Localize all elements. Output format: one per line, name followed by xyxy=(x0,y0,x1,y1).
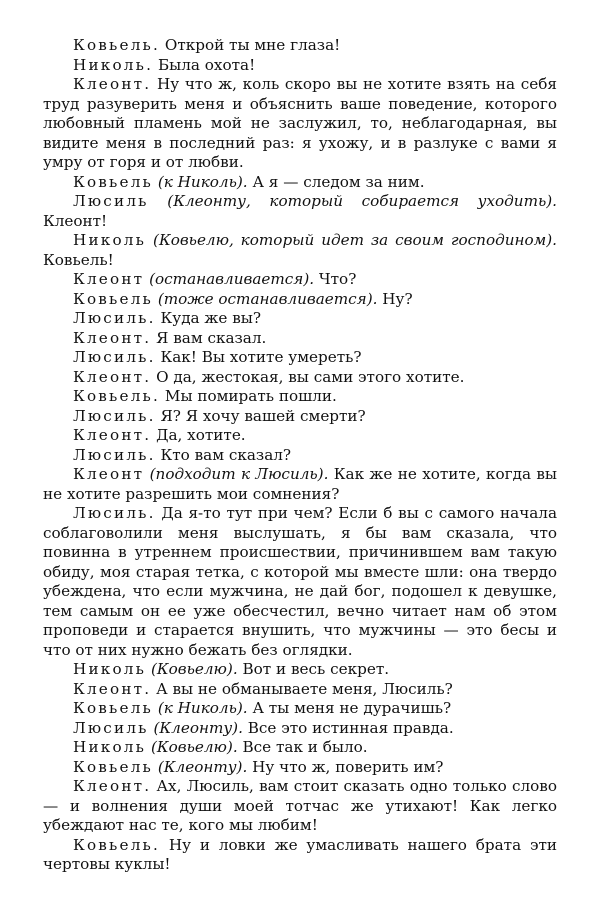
dialogue-line xyxy=(43,309,557,329)
speaker-name: Ковьель xyxy=(73,289,154,308)
line-text: Да я-то тут при чем? Если б вы с самого начала соблаговолили меня выслушать, я бы вам сказала, что повинна в утреннем происшествии, причинившем вам такую обиду, моя старая тетка, с которой мы вместе шли: она твердо убеждена, что если мужчина, не дай бог, подошел к девушке, тем самым он ее уже обесчестил, вечно читает нам об этом проповеди и старается внушить, что мужчины — это бесы и что от них нужно бежать без оглядки. xyxy=(43,504,557,659)
speaker-name: Клеонт. xyxy=(73,777,152,795)
dialogue-line xyxy=(43,446,557,466)
speaker-name: Ковьель. xyxy=(73,387,161,405)
speaker-name: Ковьель xyxy=(73,172,154,191)
stage-direction: (Клеонту, который собирается уходить). xyxy=(167,192,558,210)
speaker-name: Люсиль. xyxy=(73,504,156,522)
speaker-name: Клеонт. xyxy=(73,75,152,93)
speaker-name: Клеонт. xyxy=(73,426,152,444)
line-text: Была охота! xyxy=(153,55,256,74)
speaker-name: Клеонт xyxy=(73,465,145,483)
line-text: О да, жестокая, вы сами этого хотите. xyxy=(151,367,465,386)
dialogue-line xyxy=(43,758,557,778)
dialogue-line xyxy=(43,719,557,739)
line-text: А вы не обманываете меня, Люсиль? xyxy=(151,679,453,698)
stage-direction: (Ковьелю). xyxy=(150,738,238,756)
dialogue-line xyxy=(43,836,557,875)
line-text: Все так и было. xyxy=(237,738,368,756)
speaker-name: Николь xyxy=(73,738,147,756)
speaker-name: Люсиль. xyxy=(73,406,156,425)
speaker-name: Клеонт xyxy=(73,270,145,288)
line-text: А ты меня не дурачишь? xyxy=(247,699,452,717)
dialogue-line xyxy=(43,387,557,407)
speaker-name: Николь. xyxy=(73,55,154,74)
speaker-name: Люсиль. xyxy=(73,348,156,366)
line-text: Я? Я хочу вашей смерти? xyxy=(155,406,366,425)
dialogue-line xyxy=(43,699,557,719)
line-text: Да, хотите. xyxy=(151,426,246,444)
speaker-name: Николь xyxy=(73,231,147,249)
line-text: Что? xyxy=(314,270,357,288)
speaker-name: Ковьель. xyxy=(73,835,161,854)
line-text: Открой ты мне глаза! xyxy=(160,36,341,54)
stage-direction: (останавливается). xyxy=(149,270,315,288)
stage-direction: (тоже останавливается). xyxy=(157,289,378,308)
line-text: Вот и весь секрет. xyxy=(237,660,390,678)
dialogue-line xyxy=(43,407,557,427)
line-text: Как! Вы хотите умереть? xyxy=(155,348,362,366)
dialogue-line xyxy=(43,290,557,310)
line-text: Ковьель! xyxy=(43,250,114,269)
dialogue-line xyxy=(43,680,557,700)
speaker-name: Клеонт. xyxy=(73,367,152,386)
line-text: Клеонт! xyxy=(43,211,108,230)
line-text: Кто вам сказал? xyxy=(155,445,292,464)
speaker-name: Люсиль xyxy=(73,718,149,737)
dialogue-line xyxy=(43,368,557,388)
stage-direction: (Ковьелю, который идет за своим господином). xyxy=(153,231,557,249)
speaker-name: Клеонт. xyxy=(73,679,152,698)
dialogue-line xyxy=(43,192,557,231)
stage-direction: (к Николь). xyxy=(157,172,248,191)
line-text: Ах, Люсиль, вам стоит сказать одно только слово — и волнения души моей тотчас же утихают! Как легко убеждают нас те, кого мы любим! xyxy=(43,777,557,834)
line-text: Ну что ж, поверить им? xyxy=(247,757,444,776)
line-text: Все это истинная правда. xyxy=(242,718,454,737)
dialogue-line xyxy=(43,504,557,660)
dialogue-line xyxy=(43,75,557,173)
stage-direction: (к Николь). xyxy=(157,699,248,717)
speaker-name: Люсиль. xyxy=(73,445,156,464)
line-text: А я — следом за ним. xyxy=(247,172,425,191)
dialogue-line xyxy=(43,36,557,56)
speaker-name: Клеонт. xyxy=(73,328,152,347)
dialogue-line xyxy=(43,231,557,270)
dialogue-line xyxy=(43,329,557,349)
dialogue-line xyxy=(43,173,557,193)
speaker-name: Ковьель xyxy=(73,699,154,717)
dialogue-line xyxy=(43,777,557,836)
dialogue-line xyxy=(43,348,557,368)
line-text: Как же не хотите, когда вы не хотите разрешить мои сомнения? xyxy=(43,465,557,503)
speaker-name: Ковьель. xyxy=(73,36,161,54)
dialogue-line xyxy=(43,426,557,446)
dialogue-line xyxy=(43,56,557,76)
speaker-name: Николь xyxy=(73,660,147,678)
line-text: Мы помирать пошли. xyxy=(160,387,337,405)
stage-direction: (Ковьелю). xyxy=(150,660,238,678)
stage-direction: (Клеонту). xyxy=(157,757,248,776)
dialogue-line xyxy=(43,738,557,758)
speaker-name: Ковьель xyxy=(73,757,154,776)
stage-direction: (подходит к Люсиль). xyxy=(149,465,329,483)
line-text: Ну и ловки же умасливать нашего брата эти чертовы куклы! xyxy=(43,835,557,873)
line-text: Ну что ж, коль скоро вы не хотите взять на себя труд разуверить меня и объяснить ваше поведение, которого любовный пламень мой не заслужил, то, неблагодарная, вы видите меня в последний раз: я ухожу, и в разлуке с вами я умру от горя и от любви. xyxy=(43,75,557,171)
line-text: Куда же вы? xyxy=(155,309,261,327)
dialogue-line xyxy=(43,465,557,504)
dialogue-line xyxy=(43,660,557,680)
line-text: Я вам сказал. xyxy=(151,328,267,347)
stage-direction: (Клеонту). xyxy=(153,718,243,737)
speaker-name: Люсиль xyxy=(73,192,149,210)
dialogue-line xyxy=(43,270,557,290)
line-text: Ну? xyxy=(377,289,413,308)
play-text-page xyxy=(43,36,557,875)
speaker-name: Люсиль. xyxy=(73,309,156,327)
